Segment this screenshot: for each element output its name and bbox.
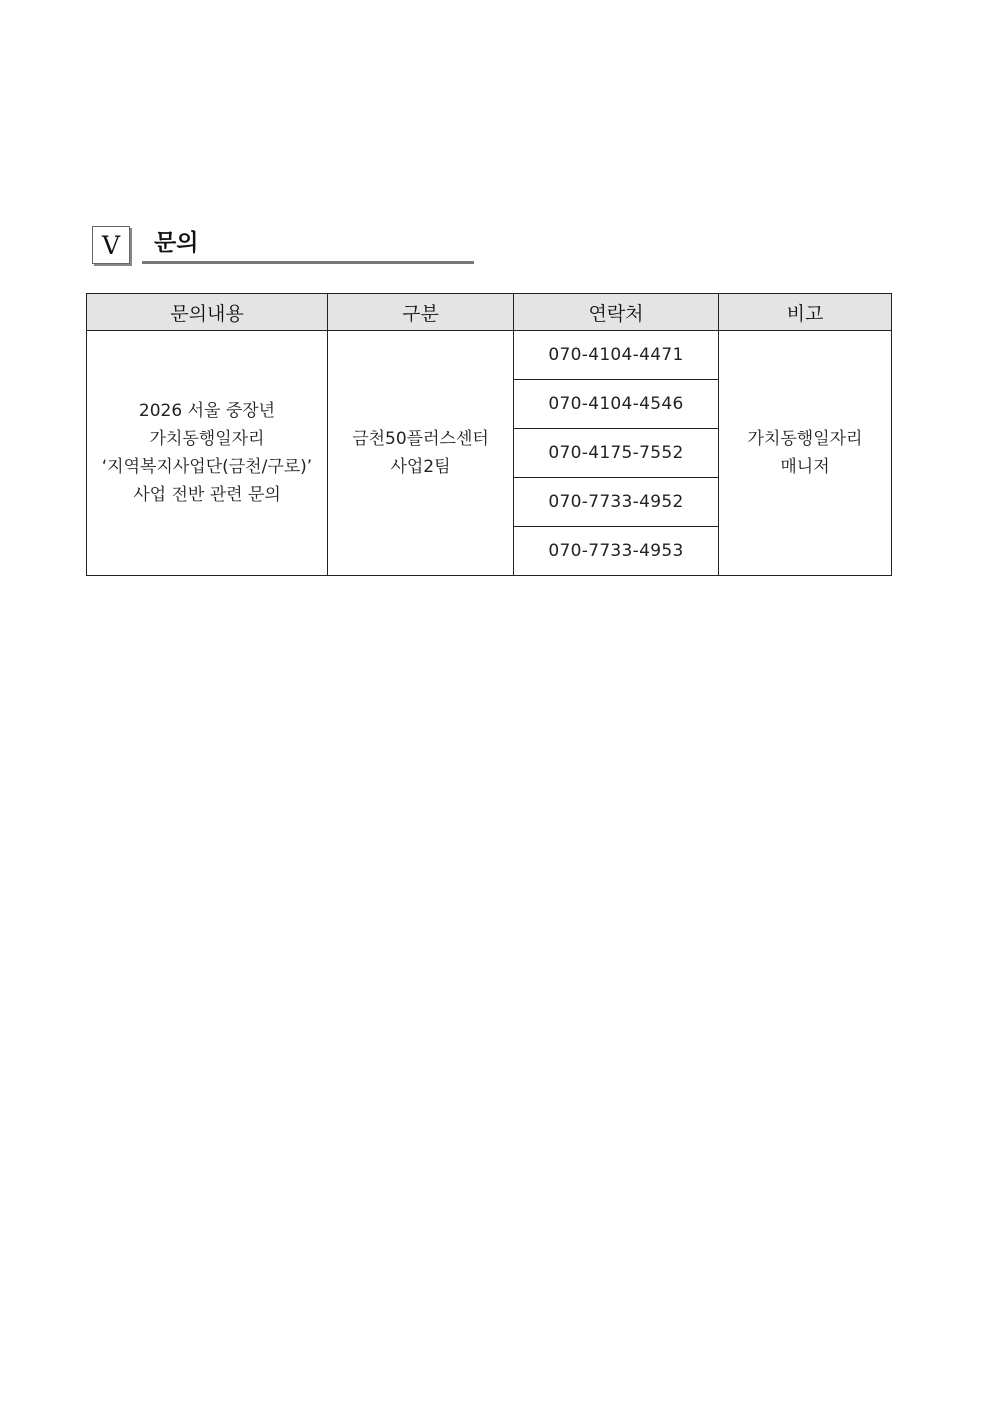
header-note: 비고 — [719, 294, 892, 331]
section-heading — [92, 226, 476, 268]
note-line: 가치동행일자리 — [747, 429, 863, 449]
phone-number: 070-4104-4546 — [514, 380, 719, 429]
inquiry-line: 2026 서울 중장년 — [138, 401, 276, 421]
header-contact: 연락처 — [514, 294, 719, 331]
note-line: 매니저 — [780, 457, 830, 477]
inquiry-line: ‘지역복지사업단(금천/구로)’ — [101, 457, 313, 477]
table-header-row — [87, 294, 892, 331]
contact-table — [86, 293, 892, 576]
division-line: 사업2팀 — [390, 457, 451, 477]
inquiry-cell — [87, 331, 328, 576]
phone-number: 070-7733-4952 — [514, 478, 719, 527]
section-title: 문의 — [154, 230, 199, 256]
section-number-box: V — [92, 226, 130, 264]
note-cell — [719, 331, 892, 576]
header-inquiry: 문의내용 — [87, 294, 328, 331]
phone-number: 070-7733-4953 — [514, 527, 719, 576]
inquiry-line: 가치동행일자리 — [149, 429, 265, 449]
division-line: 금천50플러스센터 — [352, 429, 489, 449]
header-division: 구분 — [328, 294, 514, 331]
phone-number: 070-4175-7552 — [514, 429, 719, 478]
division-cell — [328, 331, 514, 576]
inquiry-line: 사업 전반 관련 문의 — [133, 485, 281, 505]
phone-number: 070-4104-4471 — [514, 331, 719, 380]
section-underline — [142, 261, 474, 264]
table-row — [87, 331, 892, 380]
